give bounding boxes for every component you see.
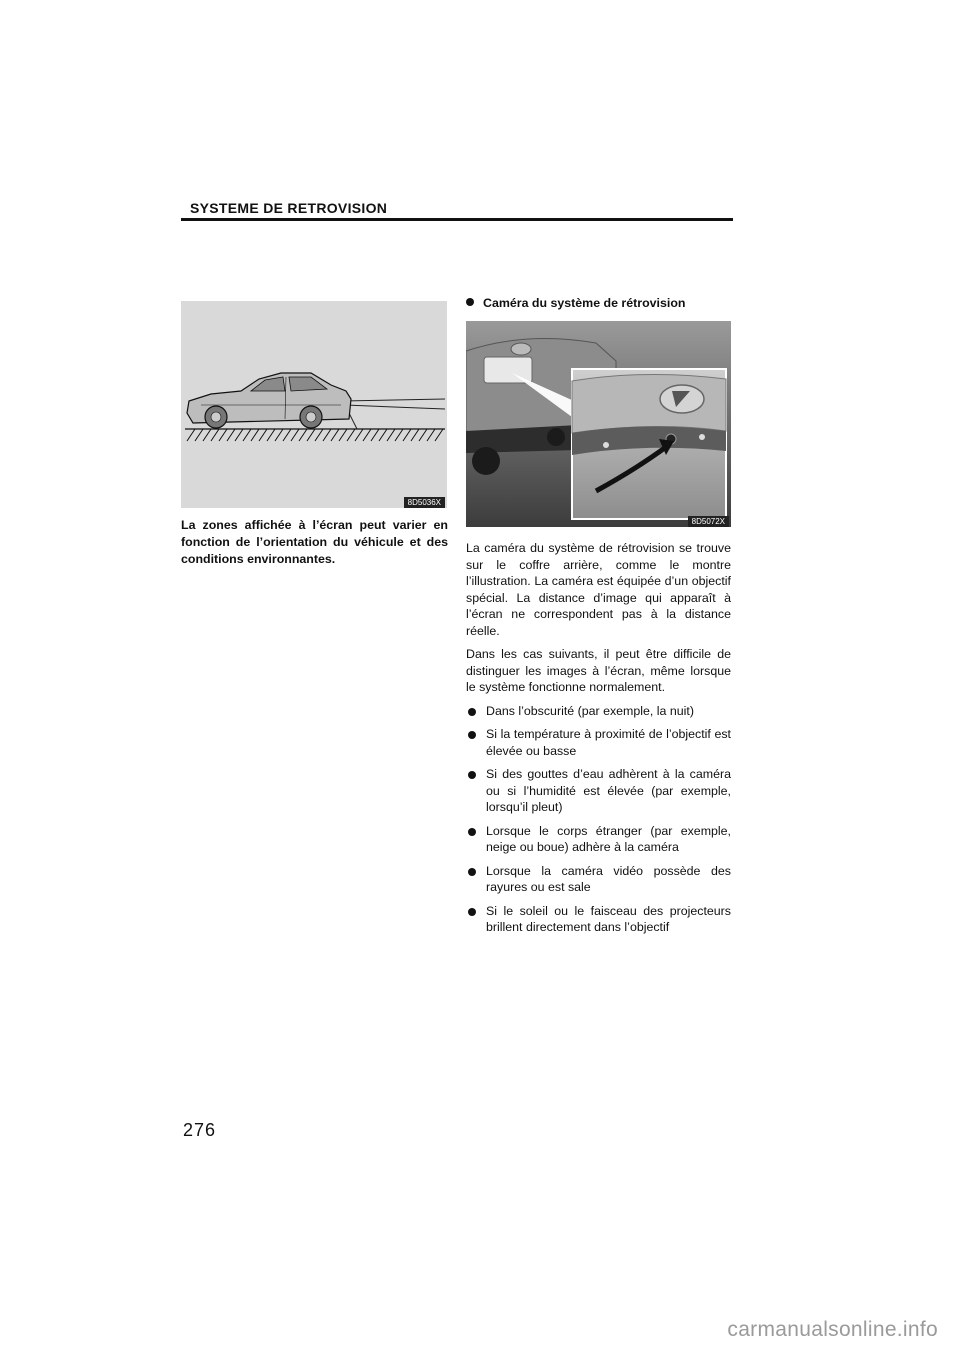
list-item: Lorsque la caméra vidéo possède des rayures ou est sale: [466, 863, 731, 896]
list-item: Lorsque le corps étranger (par exemple, neige ou boue) adhère à la caméra: [466, 823, 731, 856]
list-item: Dans l’obscurité (par exemple, la nuit): [466, 703, 731, 720]
header-rule: [181, 218, 733, 221]
car-side-illustration: [181, 301, 447, 508]
list-item: Si des gouttes d’eau adhèrent à la caméra ou si l’humidité est élevée (par exemple, lorsqu’il pleut): [466, 766, 731, 816]
bullet-icon: [468, 731, 476, 739]
bullet-icon: [468, 868, 476, 876]
list-item: Si le soleil ou le faisceau des projecteurs brillent directement dans l’objectif: [466, 903, 731, 936]
list-item: Si la température à proximité de l’objectif est élevée ou basse: [466, 726, 731, 759]
figure-rear-camera: [466, 321, 731, 527]
figure-code-label: 8D5072X: [688, 516, 729, 527]
paragraph-difficult-conditions: Dans les cas suivants, il peut être difficile de distinguer les images à l’écran, même lorsque le système fonctionne normalement.: [466, 647, 731, 694]
camera-section-heading: [466, 296, 685, 310]
figure-code-label: 8D5036X: [404, 497, 445, 508]
bullet-icon: [468, 828, 476, 836]
section-header-title: SYSTEME DE RETROVISION: [190, 200, 388, 216]
rear-camera-illustration: [466, 321, 731, 527]
bullet-icon: [468, 771, 476, 779]
bullet-icon: [466, 298, 474, 306]
conditions-list: [466, 703, 731, 936]
watermark-link[interactable]: carmanualsonline.info: [727, 1318, 938, 1341]
right-column-text: [466, 540, 731, 943]
figure-car-side-view: [181, 301, 447, 508]
paragraph-camera-location: La caméra du système de rétrovision se trouve sur le coffre arrière, comme le montre l’illustration. La caméra est équipée d’un objectif spécial. La distance d’image qui apparaît à l’écran ne correspondent pas à la distance réelle.: [466, 541, 731, 638]
camera-section-heading-text: Caméra du système de rétrovision: [483, 296, 686, 310]
bullet-icon: [468, 908, 476, 916]
figure-caption: La zones affichée à l’écran peut varier en fonction de l’orientation du véhicule et des conditions environnantes.: [181, 518, 448, 566]
bullet-icon: [468, 708, 476, 716]
page-number: 276: [183, 1120, 217, 1140]
